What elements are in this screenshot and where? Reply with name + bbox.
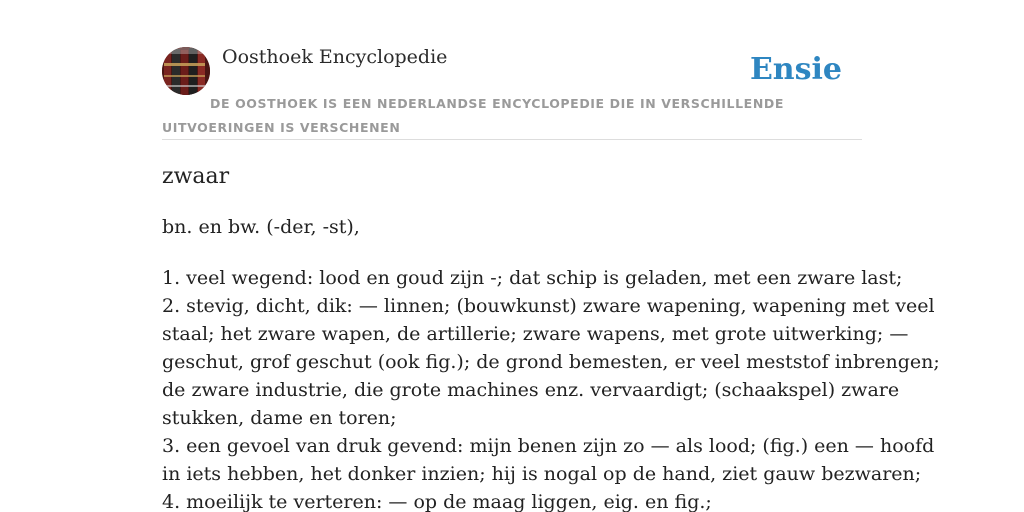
definition-line: geschut, grof geschut (ook fig.); de grond bemesten, er veel meststof inbrengen; — [162, 351, 940, 373]
page — [162, 0, 940, 512]
entry-definitions — [162, 264, 940, 512]
book-spines-icon[interactable] — [162, 47, 210, 95]
definition-line: staal; het zware wapen, de artillerie; zware wapens, met grote uitwerking; — — [162, 323, 909, 345]
entry-title: zwaar — [162, 164, 230, 189]
site-tagline: DE OOSTHOEK IS EEN NEDERLANDSE ENCYCLOPEDIE DIE IN VERSCHILLENDE UITVOERINGEN IS VERSCHENEN — [162, 96, 784, 135]
definition-line: stukken, dame en toren; — [162, 407, 397, 429]
definition-line: de zware industrie, die grote machines enz. vervaardigt; (schaakspel) zware — [162, 379, 900, 401]
definition-line: 2. stevig, dicht, dik: — linnen; (bouwkunst) zware wapening, wapening met veel — [162, 295, 935, 317]
definition-line: in iets hebben, het donker inzien; hij is nogal op de hand, ziet gauw bezwaren; — [162, 463, 922, 485]
site-header — [162, 0, 862, 140]
header-divider — [162, 139, 862, 140]
site-name[interactable]: Oosthoek Encyclopedie — [222, 46, 448, 68]
definition-line: 4. moeilijk te verteren: — op de maag liggen, eig. en fig.; — [162, 491, 712, 512]
entry-grammar: bn. en bw. (-der, -st), — [162, 216, 360, 238]
definition-line: 1. veel wegend: lood en goud zijn -; dat schip is geladen, met een zware last; — [162, 267, 903, 289]
brand-logo[interactable]: Ensie — [749, 52, 842, 87]
definition-line: 3. een gevoel van druk gevend: mijn benen zijn zo — als lood; (fig.) een — hoofd — [162, 435, 935, 457]
